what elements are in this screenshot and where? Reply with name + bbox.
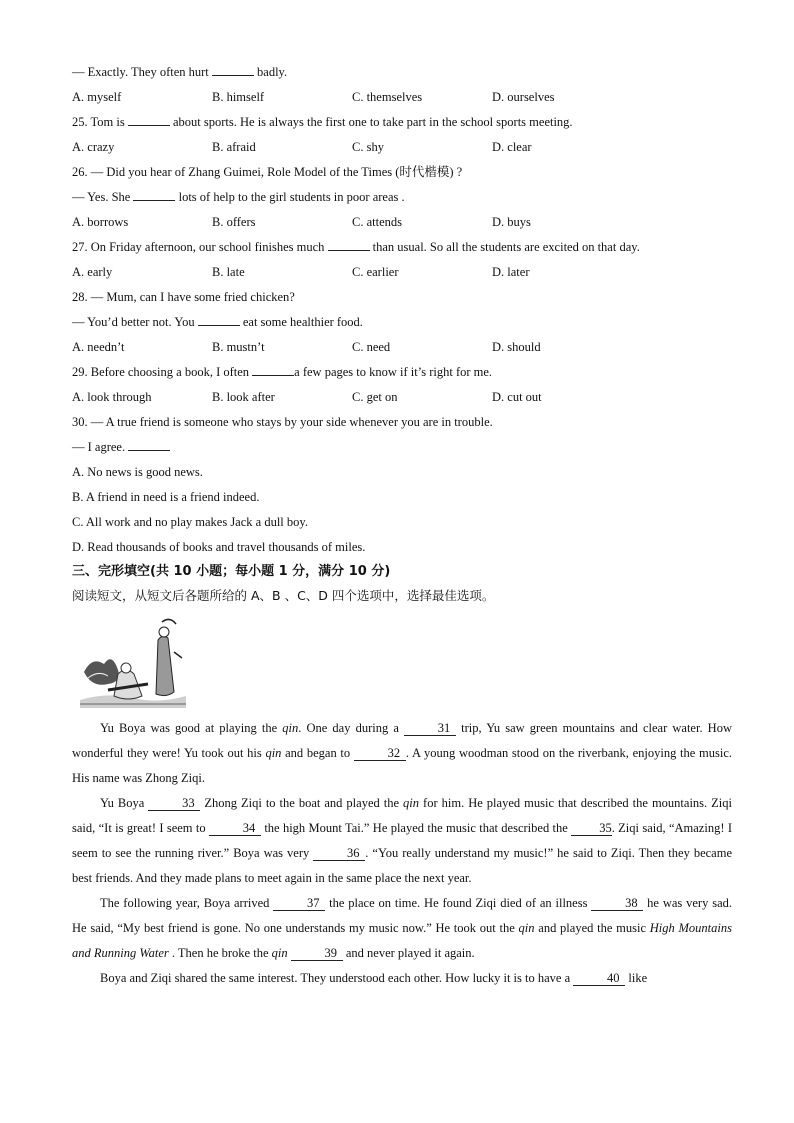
q27-options — [72, 260, 732, 285]
passage-paragraph-4 — [72, 966, 732, 991]
q24-option-d[interactable]: D. ourselves — [492, 90, 555, 104]
q27-blank[interactable] — [328, 236, 370, 251]
q25-blank[interactable] — [128, 111, 170, 126]
q26-options — [72, 210, 732, 235]
q30-option-a[interactable]: A. No news is good news. — [72, 465, 203, 479]
p1-qin-1: qin — [282, 721, 299, 735]
p3-song-title: High Mountains and Running Water — [72, 921, 732, 960]
p1-text-2: . One day during a — [298, 721, 404, 735]
q28-option-b[interactable]: B. mustn’t — [212, 340, 265, 354]
q27-option-d[interactable]: D. later — [492, 265, 530, 279]
p1-text-5: . A young woodman stood on the riverbank, enjoying the music. His name was Zhong Ziqi. — [72, 746, 732, 785]
q25-options — [72, 135, 732, 160]
blank-33[interactable]: 33 — [148, 796, 200, 811]
q27-stem-text: 27. On Friday afternoon, our school finishes much — [72, 240, 328, 254]
blank-40[interactable]: 40 — [573, 971, 625, 986]
exam-page — [72, 60, 732, 991]
q30-line2-text: — I agree. — [72, 440, 129, 454]
p3-text-4: and played the music — [534, 921, 650, 935]
p3-text-1: The following year, Boya arrived — [100, 896, 274, 910]
q30-option-b[interactable]: B. A friend in need is a friend indeed. — [72, 490, 260, 504]
q24-option-a[interactable]: A. myself — [72, 90, 122, 104]
q25-stem-text-after: about sports. He is always the first one to take part in the school sports meeting. — [169, 115, 573, 129]
q27-stem-text-after: than usual. So all the students are excited on that day. — [369, 240, 640, 254]
q25-option-d[interactable]: D. clear — [492, 140, 532, 154]
q28-option-d[interactable]: D. should — [492, 340, 541, 354]
p2-text-5: . Ziqi said, “Amazing! I seem to see the running river.” Boya was very — [72, 821, 733, 860]
q29-option-a[interactable]: A. look through — [72, 390, 152, 404]
q24-stem — [72, 60, 732, 85]
q28-options — [72, 335, 732, 360]
p3-text-5: . Then he broke the — [168, 946, 272, 960]
blank-37[interactable]: 37 — [273, 896, 325, 911]
p1-text-4: and began to — [281, 746, 354, 760]
q26-blank[interactable] — [133, 186, 175, 201]
q28-line1: 28. — Mum, can I have some fried chicken? — [72, 290, 295, 304]
q27-stem — [72, 235, 732, 260]
q25-stem — [72, 110, 732, 135]
q26-stem-text-after: lots of help to the girl students in poor areas . — [175, 190, 405, 204]
q24-option-c[interactable]: C. themselves — [352, 90, 423, 104]
q30-line2 — [72, 435, 732, 460]
q26-option-c[interactable]: C. attends — [352, 215, 402, 229]
p1-text-1: Yu Boya was good at playing the — [100, 721, 283, 735]
passage-illustration — [78, 612, 188, 712]
q28-stem-text: — You’d better not. You — [72, 315, 198, 329]
q24-stem-text-after: badly. — [253, 65, 288, 79]
p2-text-2: Zhong Ziqi to the boat and played the — [200, 796, 404, 810]
q28-stem — [72, 310, 732, 335]
p1-qin-2: qin — [265, 746, 282, 760]
p3-qin-2: qin — [271, 946, 288, 960]
blank-38[interactable]: 38 — [591, 896, 643, 911]
q27-option-a[interactable]: A. early — [72, 265, 113, 279]
q25-option-c[interactable]: C. shy — [352, 140, 384, 154]
blank-35[interactable]: 35 — [571, 821, 612, 836]
q27-option-c[interactable]: C. earlier — [352, 265, 399, 279]
p3-qin-1: qin — [518, 921, 535, 935]
q29-options — [72, 385, 732, 410]
p2-text-6: . “You really understand my music!” he said to Ziqi. Then they became best friends. And they made plans to meet again in the same place the next year. — [72, 846, 732, 885]
q24-options — [72, 85, 732, 110]
q29-stem-text-after: a few pages to know if it’s right for me. — [294, 365, 493, 379]
q30-option-d[interactable]: D. Read thousands of books and travel thousands of miles. — [72, 540, 366, 554]
q26-option-d[interactable]: D. buys — [492, 215, 531, 229]
q25-stem-text: 25. Tom is — [72, 115, 128, 129]
q29-blank[interactable] — [252, 361, 294, 376]
blank-34[interactable]: 34 — [209, 821, 261, 836]
p4-text-1: Boya and Ziqi shared the same interest. They understood each other. How lucky it is to have a — [100, 971, 574, 985]
q26-stem-text: — Yes. She — [72, 190, 134, 204]
q28-stem-text-after: eat some healthier food. — [239, 315, 363, 329]
passage-paragraph-2 — [72, 791, 732, 891]
section-title: 三、完形填空(共 10 小题；每小题 1 分，满分 10 分) — [72, 564, 391, 579]
p3-text-3: he was very sad. He said, “My best friend is gone. No one understands my music now.” He took out the — [72, 896, 732, 935]
q28-option-a[interactable]: A. needn’t — [72, 340, 125, 354]
q24-stem-text: — Exactly. They often hurt — [72, 65, 212, 79]
p2-qin: qin — [403, 796, 420, 810]
q26-option-b[interactable]: B. offers — [212, 215, 256, 229]
q28-blank[interactable] — [198, 311, 240, 326]
q30-line1: 30. — A true friend is someone who stays by your side whenever you are in trouble. — [72, 415, 493, 429]
q26-option-a[interactable]: A. borrows — [72, 215, 129, 229]
q26-line1: 26. — Did you hear of Zhang Guimei, Role Model of the Times (时代楷模) ? — [72, 165, 463, 179]
p4-text-2: like — [625, 971, 648, 985]
p3-text-2: the place on time. He found Ziqi died of an illness — [325, 896, 592, 910]
p2-text-3: for him. He played music that described the mountains. Ziqi said, “It is great! I seem to — [72, 796, 732, 835]
p1-text-3: trip, Yu saw green mountains and clear water. How wonderful they were! Yu took out his — [72, 721, 732, 760]
q27-option-b[interactable]: B. late — [212, 265, 245, 279]
blank-31[interactable]: 31 — [404, 721, 456, 736]
passage-paragraph-1 — [72, 716, 732, 791]
q25-option-b[interactable]: B. afraid — [212, 140, 256, 154]
guqin-scene-illustration — [78, 612, 188, 712]
section-instruction: 阅读短文，从短文后各题所给的 A、B 、C、D 四个选项中，选择最佳选项。 — [72, 588, 495, 603]
passage-paragraph-3 — [72, 891, 732, 966]
q29-option-b[interactable]: B. look after — [212, 390, 275, 404]
blank-39[interactable]: 39 — [291, 946, 343, 961]
q30-option-c[interactable]: C. All work and no play makes Jack a dull boy. — [72, 515, 308, 529]
q29-option-d[interactable]: D. cut out — [492, 390, 542, 404]
p3-text-7: and never played it again. — [342, 946, 475, 960]
q26-stem — [72, 185, 732, 210]
q29-stem — [72, 360, 732, 385]
q29-stem-text: 29. Before choosing a book, I often — [72, 365, 253, 379]
q29-option-c[interactable]: C. get on — [352, 390, 398, 404]
p2-text-1: Yu Boya — [100, 796, 149, 810]
blank-36[interactable]: 36 — [313, 846, 365, 861]
blank-32[interactable]: 32 — [354, 746, 406, 761]
p2-text-4: the high Mount Tai.” He played the music that described the — [260, 821, 572, 835]
passage — [72, 716, 732, 991]
q30-blank[interactable] — [128, 436, 170, 451]
q25-option-a[interactable]: A. crazy — [72, 140, 115, 154]
q28-option-c[interactable]: C. need — [352, 340, 391, 354]
q24-option-b[interactable]: B. himself — [212, 90, 265, 104]
q24-blank[interactable] — [212, 61, 254, 76]
